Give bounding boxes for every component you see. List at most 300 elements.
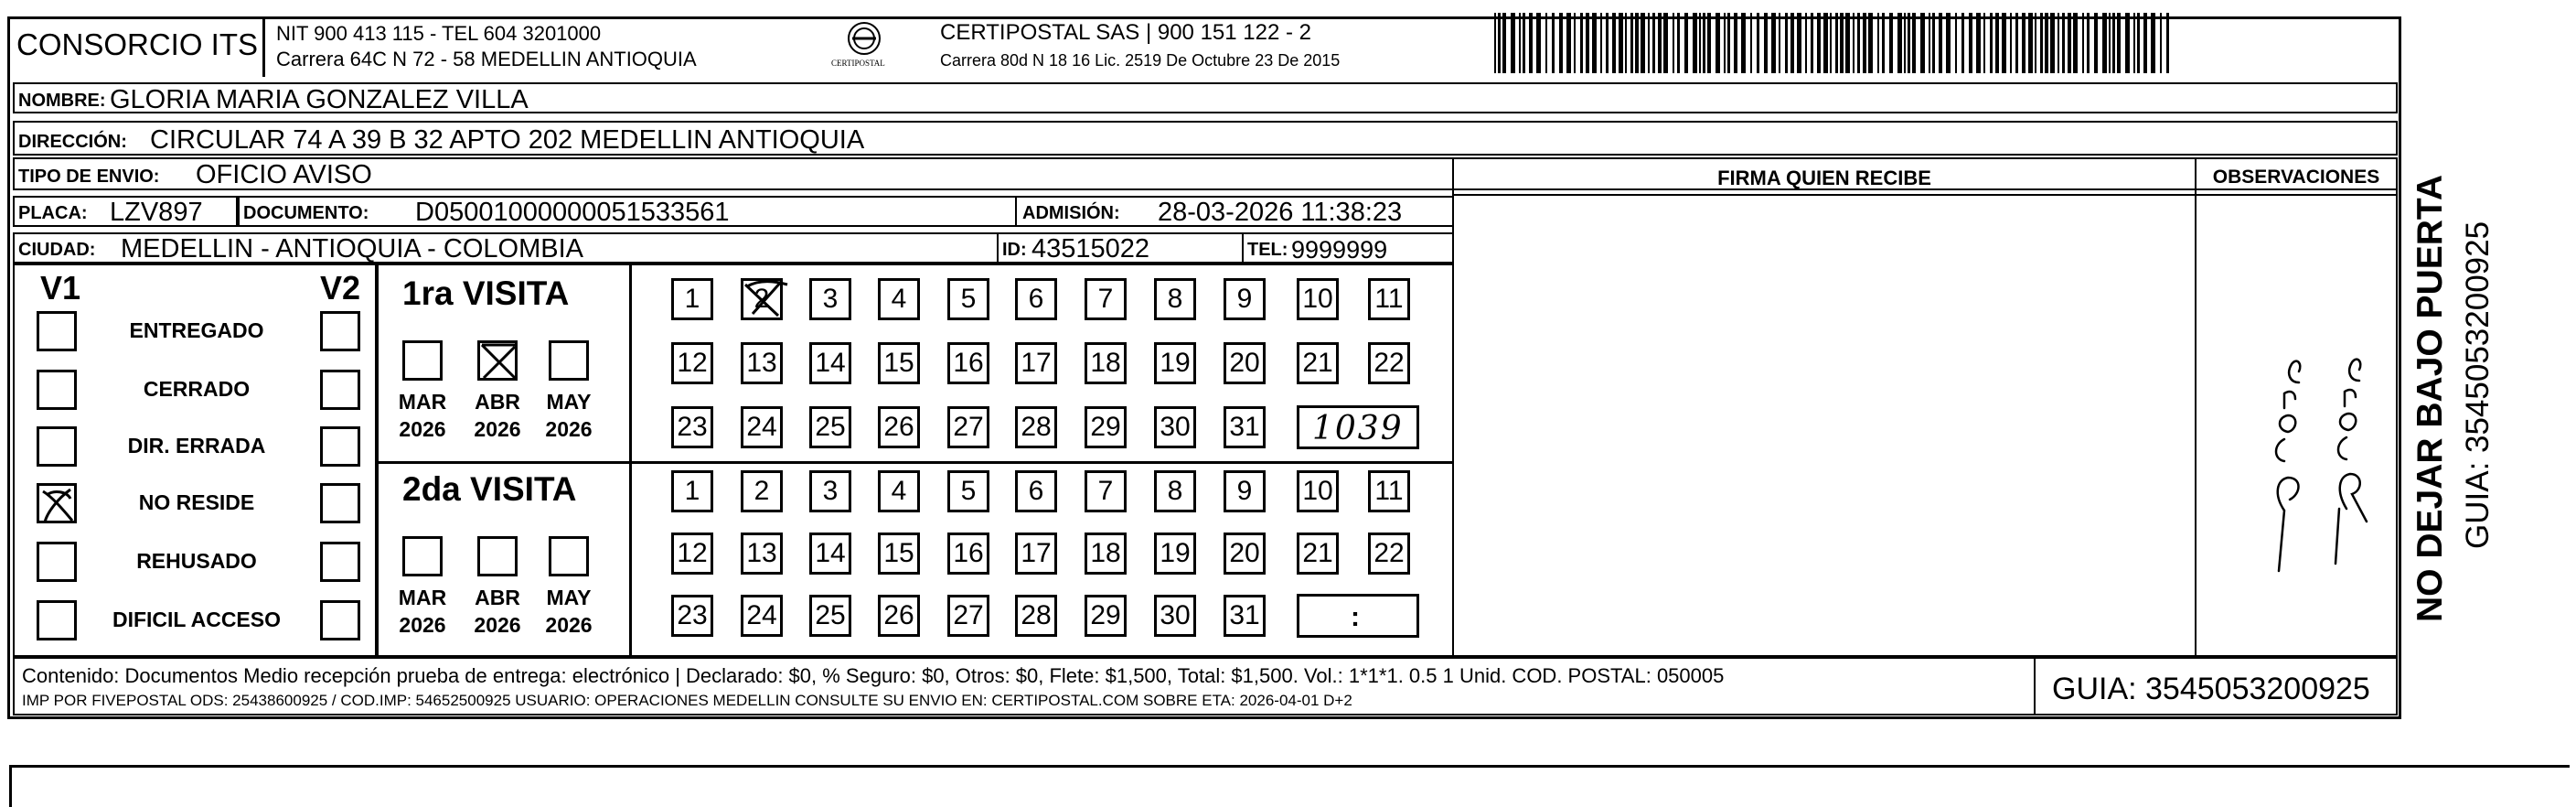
- barcode-bar: [1693, 13, 1697, 73]
- day-number: 9: [1236, 476, 1253, 506]
- first-visit-day-box[interactable]: [878, 278, 920, 320]
- first-visit-day-box[interactable]: [1368, 278, 1410, 320]
- barcode-bar: [1684, 13, 1688, 73]
- first-visit-day-box[interactable]: [878, 406, 920, 448]
- second-visit-day-box[interactable]: [1368, 470, 1410, 512]
- day-number: 31: [1229, 600, 1260, 630]
- second-visit-day-box[interactable]: [1297, 533, 1339, 575]
- check-mark-icon: [742, 275, 796, 321]
- day-number: 13: [746, 538, 777, 568]
- barcode-bar: [1494, 13, 1496, 73]
- first-visit-day-box[interactable]: [809, 278, 851, 320]
- first-visit-day-box[interactable]: [1297, 278, 1339, 320]
- day-number: 9: [1236, 284, 1253, 314]
- barcode-bar: [1932, 13, 1935, 73]
- v2-checkbox[interactable]: [320, 483, 360, 523]
- barcode-bar: [1630, 13, 1633, 73]
- day-number: 27: [953, 412, 984, 442]
- first-visit-day-box[interactable]: [1368, 342, 1410, 384]
- first-visit-day-box[interactable]: [1224, 406, 1266, 448]
- second-visit-day-box[interactable]: [809, 595, 851, 637]
- month-year: 2026: [474, 417, 521, 441]
- first-visit-day-box[interactable]: [878, 342, 920, 384]
- company-nit: NIT 900 413 115 - TEL 604 3201000: [276, 22, 602, 45]
- second-visit-day-box[interactable]: [671, 533, 713, 575]
- second-visit-day-box[interactable]: [741, 533, 783, 575]
- logo-caption: CERTIPOSTAL: [831, 59, 885, 68]
- second-visit-month-checkbox[interactable]: [402, 536, 443, 576]
- visits-divider: [377, 461, 1454, 464]
- second-visit-time-placeholder: :: [1351, 602, 1360, 632]
- day-number: 20: [1229, 538, 1260, 568]
- first-visit-month-checkbox[interactable]: [477, 340, 518, 381]
- barcode-bar: [1703, 13, 1705, 73]
- certipostal-logo: [828, 20, 901, 73]
- barcode-bar: [1920, 13, 1925, 73]
- barcode-bar: [2087, 13, 2090, 73]
- recipient-address: CIRCULAR 74 A 39 B 32 APTO 202 MEDELLIN ANTIOQUIA: [150, 125, 865, 155]
- month-year: 2026: [545, 417, 593, 441]
- day-number: 11: [1374, 284, 1404, 314]
- second-visit-title: 2da VISITA: [402, 470, 577, 508]
- barcode-bar: [2102, 13, 2107, 73]
- footer-imp-line: IMP POR FIVEPOSTAL ODS: 25438600925 / COD.IMP: 54652500925 USUARIO: OPERACIONES MEDELLIN CONSULTE SU ENVIO EN: CERTIPOSTAL.COM SOBRE ETA: 2026-04-01 D+2: [22, 692, 1352, 709]
- day-number: 19: [1160, 538, 1191, 568]
- first-visit-day-box[interactable]: [947, 278, 989, 320]
- barcode-bar: [2062, 13, 2065, 73]
- first-visit-title: 1ra VISITA: [402, 274, 570, 312]
- second-visit-day-box[interactable]: [1154, 533, 1196, 575]
- barcode-bar: [1908, 13, 1910, 73]
- v2-checkbox[interactable]: [320, 370, 360, 410]
- barcode-bar: [1592, 13, 1597, 73]
- month-name: MAR: [398, 586, 447, 609]
- barcode-bar: [1652, 13, 1655, 73]
- second-visit-day-box[interactable]: [1224, 470, 1266, 512]
- day-number: 5: [960, 284, 977, 314]
- second-visit-day-box[interactable]: [1085, 595, 1127, 637]
- day-number: 30: [1160, 412, 1191, 442]
- barcode-bar: [2002, 13, 2006, 73]
- v2-label: V2: [320, 269, 361, 307]
- barcode-bar: [2068, 13, 2071, 73]
- day-number: 26: [883, 412, 914, 442]
- day-number: 14: [815, 348, 846, 378]
- barcode-bar: [2094, 13, 2098, 73]
- barcode-bar: [1600, 13, 1602, 73]
- day-number: 15: [883, 538, 914, 568]
- barcode-bar: [1830, 13, 1832, 73]
- recipient-name: GLORIA MARIA GONZALEZ VILLA: [110, 85, 529, 114]
- barcode-bar: [1529, 13, 1533, 73]
- day-number: 20: [1229, 348, 1260, 378]
- address-label: DIRECCIÓN:: [18, 132, 127, 152]
- first-visit-day-box[interactable]: [947, 406, 989, 448]
- second-visit-day-box[interactable]: [878, 533, 920, 575]
- barcode-bar: [1904, 13, 1906, 73]
- barcode-bar: [2010, 13, 2012, 73]
- v1-checkbox[interactable]: [37, 426, 77, 467]
- v1-checkbox[interactable]: [37, 600, 77, 640]
- day-number: 10: [1302, 284, 1333, 314]
- barcode-bar: [1716, 13, 1720, 73]
- month-year: 2026: [399, 417, 446, 441]
- status-option-label: DIFICIL ACCESO: [112, 608, 281, 631]
- barcode-bar: [2015, 13, 2018, 73]
- v1-checkbox[interactable]: [37, 370, 77, 410]
- barcode-bar: [1857, 13, 1860, 73]
- barcode-bar: [1845, 13, 1850, 73]
- status-option-label: REHUSADO: [136, 549, 257, 573]
- id-cell: [997, 232, 1244, 264]
- no-dejar-bajo-puerta: NO DEJAR BAJO PUERTA: [2410, 174, 2450, 622]
- second-visit-day-box[interactable]: [1154, 470, 1196, 512]
- barcode-bar: [1983, 13, 1985, 73]
- barcode-bar: [1741, 13, 1746, 73]
- barcode-bar: [1606, 13, 1609, 73]
- status-option-label: DIR. ERRADA: [127, 434, 266, 457]
- barcode-bar: [1635, 13, 1639, 73]
- day-number: 14: [815, 538, 846, 568]
- footer-guia-box: [2034, 657, 2398, 716]
- day-number: 11: [1374, 476, 1404, 506]
- barcode-bar: [1863, 13, 1866, 73]
- day-number: 1: [684, 476, 700, 506]
- second-visit-day-box[interactable]: [809, 533, 851, 575]
- barcode-bar: [2143, 13, 2147, 73]
- barcode-bar: [1790, 13, 1794, 73]
- visits-month-divider: [629, 264, 632, 657]
- barcode-bar: [1877, 13, 1879, 73]
- barcode-bar: [1586, 13, 1589, 73]
- first-visit-day-box[interactable]: [741, 342, 783, 384]
- address-row: [13, 121, 2398, 156]
- day-number: 7: [1097, 476, 1114, 506]
- tel-cell: [1242, 232, 1454, 264]
- barcode-bar: [1734, 13, 1737, 73]
- barcode-bar: [1699, 13, 1701, 73]
- barcode-bar: [1641, 13, 1645, 73]
- first-visit-day-box[interactable]: [741, 406, 783, 448]
- side-guia: GUIA: 3545053200925: [2460, 221, 2496, 549]
- plate-cell: [13, 196, 238, 227]
- first-visit-day-box[interactable]: [1085, 406, 1127, 448]
- day-number: 8: [1167, 284, 1183, 314]
- barcode-bar: [2137, 13, 2140, 73]
- day-number: 7: [1097, 284, 1114, 314]
- barcode-bar: [1976, 13, 1981, 73]
- second-visit-day-box[interactable]: [809, 470, 851, 512]
- company-name: CONSORCIO ITS: [16, 27, 259, 61]
- second-visit-day-box[interactable]: [1015, 470, 1057, 512]
- day-number: 26: [883, 600, 914, 630]
- first-visit-day-box[interactable]: [671, 278, 713, 320]
- handwritten-scribble-icon: [2200, 220, 2392, 650]
- barcode-bar: [1574, 13, 1576, 73]
- first-visit-day-box[interactable]: [1015, 278, 1057, 320]
- second-visit-day-box[interactable]: [878, 470, 920, 512]
- day-number: 17: [1021, 538, 1052, 568]
- barcode-bar: [1566, 13, 1571, 73]
- first-visit-day-box[interactable]: [1224, 278, 1266, 320]
- barcode-bar: [1797, 13, 1801, 73]
- tel-label: TEL:: [1247, 240, 1288, 260]
- day-number: 12: [677, 538, 708, 568]
- second-visit-day-box[interactable]: [1085, 470, 1127, 512]
- barcode-bar: [2160, 13, 2162, 73]
- barcode-bar: [1536, 13, 1541, 73]
- day-number: 16: [953, 348, 984, 378]
- barcode-bar: [2112, 13, 2115, 73]
- day-number: 24: [746, 600, 777, 630]
- barcode-bar: [1663, 13, 1668, 73]
- day-number: 22: [1374, 348, 1405, 378]
- barcode-bar: [2109, 13, 2111, 73]
- first-visit-day-box[interactable]: [1154, 406, 1196, 448]
- barcode-bar: [1995, 13, 1999, 73]
- second-visit-day-box[interactable]: [1368, 533, 1410, 575]
- barcode-bar: [1897, 13, 1902, 73]
- barcode-bar: [2045, 13, 2048, 73]
- admission-label: ADMISIÓN:: [1022, 203, 1120, 223]
- first-visit-month-checkbox[interactable]: [549, 340, 589, 381]
- barcode-bar: [1771, 13, 1776, 73]
- barcode-bar: [2040, 13, 2043, 73]
- day-number: 31: [1229, 412, 1260, 442]
- day-number: 28: [1021, 600, 1052, 630]
- barcode-icon: [1492, 13, 2178, 73]
- barcode-bar: [1559, 13, 1563, 73]
- barcode-bar: [1625, 13, 1627, 73]
- first-visit-day-box[interactable]: [1085, 278, 1127, 320]
- day-number: 3: [822, 284, 839, 314]
- barcode-bar: [1823, 13, 1828, 73]
- barcode-bar: [1580, 13, 1583, 73]
- day-number: 8: [1167, 476, 1183, 506]
- barcode-bar: [1502, 13, 1506, 73]
- day-number: 2: [754, 476, 770, 506]
- month-name: MAY: [546, 586, 592, 609]
- month-name: MAY: [546, 390, 592, 414]
- second-visit-month-checkbox[interactable]: [477, 536, 518, 576]
- signature-column: [1452, 157, 2197, 657]
- barcode-bar: [2028, 13, 2033, 73]
- barcode-bar: [1658, 13, 1662, 73]
- observations-header: OBSERVACIONES: [2212, 167, 2380, 188]
- barcode-bar: [1929, 13, 1930, 73]
- status-option-label: ENTREGADO: [129, 318, 264, 342]
- day-number: 19: [1160, 348, 1191, 378]
- barcode-bar: [2073, 13, 2078, 73]
- barcode-bar: [1817, 13, 1821, 73]
- name-label: NOMBRE:: [18, 91, 106, 111]
- day-number: 4: [891, 284, 907, 314]
- document-cell: [238, 196, 1017, 227]
- check-mark-icon: [480, 343, 517, 380]
- day-number: 13: [746, 348, 777, 378]
- barcode-bar: [1835, 13, 1838, 73]
- barcode-bar: [1785, 13, 1788, 73]
- barcode-bar: [1612, 13, 1616, 73]
- barcode-bar: [1811, 13, 1813, 73]
- first-visit-month-checkbox[interactable]: [402, 340, 443, 381]
- second-visit-day-box[interactable]: [1154, 595, 1196, 637]
- barcode-bar: [1961, 13, 1964, 73]
- footer-guia: GUIA: 3545053200925: [2052, 672, 2370, 706]
- barcode-bar: [2151, 13, 2155, 73]
- second-visit-day-box[interactable]: [671, 595, 713, 637]
- first-visit-day-box[interactable]: [1297, 342, 1339, 384]
- second-visit-day-box[interactable]: [947, 533, 989, 575]
- v1-checkbox[interactable]: [37, 542, 77, 582]
- day-number: 21: [1302, 348, 1333, 378]
- shipment-type: OFICIO AVISO: [196, 160, 372, 189]
- barcode-bar: [2058, 13, 2059, 73]
- barcode-bar: [2133, 13, 2135, 73]
- day-number: 2: [754, 284, 770, 314]
- day-number: 23: [677, 412, 708, 442]
- barcode-bar: [1727, 13, 1730, 73]
- second-visit-day-box[interactable]: [1015, 533, 1057, 575]
- barcode-bar: [2117, 13, 2121, 73]
- first-visit-day-box[interactable]: [671, 342, 713, 384]
- tel-value: 9999999: [1291, 236, 1388, 264]
- day-number: 6: [1028, 476, 1044, 506]
- barcode-bar: [1619, 13, 1623, 73]
- barcode: [1492, 13, 2178, 73]
- barcode-bar: [1757, 13, 1759, 73]
- second-visit-time-box[interactable]: [1297, 594, 1419, 638]
- status-option-label: CERRADO: [143, 377, 251, 401]
- plate-value: LZV897: [110, 198, 203, 227]
- day-number: 18: [1090, 348, 1121, 378]
- first-visit-day-box[interactable]: [809, 406, 851, 448]
- barcode-bar: [2050, 13, 2055, 73]
- month-year: 2026: [545, 613, 593, 637]
- footer-content: [13, 657, 2034, 716]
- month-year: 2026: [399, 613, 446, 637]
- day-number: 27: [953, 600, 984, 630]
- v2-checkbox[interactable]: [320, 600, 360, 640]
- day-number: 1: [684, 284, 700, 314]
- day-number: 5: [960, 476, 977, 506]
- day-number: 30: [1160, 600, 1191, 630]
- city-label: CIUDAD:: [18, 240, 96, 260]
- first-visit-day-box[interactable]: [671, 406, 713, 448]
- second-visit-month-checkbox[interactable]: [549, 536, 589, 576]
- barcode-bar: [1840, 13, 1844, 73]
- certipostal-line: CERTIPOSTAL SAS | 900 151 122 - 2: [940, 20, 1311, 45]
- day-number: 18: [1090, 538, 1121, 568]
- day-number: 3: [822, 476, 839, 506]
- first-visit-day-box[interactable]: [1085, 342, 1127, 384]
- document-label: DOCUMENTO:: [243, 203, 369, 223]
- day-number: 29: [1090, 412, 1121, 442]
- v2-checkbox[interactable]: [320, 542, 360, 582]
- first-visit-time-box[interactable]: [1297, 405, 1419, 449]
- document-value: D05001000000051533561: [415, 198, 730, 227]
- day-number: 15: [883, 348, 914, 378]
- day-number: 10: [1302, 476, 1333, 506]
- second-visit-day-box[interactable]: [947, 595, 989, 637]
- day-number: 16: [953, 538, 984, 568]
- barcode-bar: [1946, 13, 1951, 73]
- second-visit-day-box[interactable]: [947, 470, 989, 512]
- barcode-bar: [1882, 13, 1885, 73]
- barcode-bar: [1519, 13, 1521, 73]
- v2-checkbox[interactable]: [320, 311, 360, 351]
- barcode-bar: [1545, 13, 1547, 73]
- first-visit-day-box[interactable]: [1015, 406, 1057, 448]
- city-value: MEDELLIN - ANTIOQUIA - COLOMBIA: [121, 234, 583, 264]
- month-name: ABR: [475, 390, 520, 414]
- second-visit-day-box[interactable]: [1224, 595, 1266, 637]
- status-option-label: NO RESIDE: [138, 490, 255, 514]
- second-visit-day-box[interactable]: [1297, 470, 1339, 512]
- barcode-bar: [1853, 13, 1855, 73]
- first-visit-day-box[interactable]: [1154, 278, 1196, 320]
- barcode-bar: [1648, 13, 1650, 73]
- company-address: Carrera 64C N 72 - 58 MEDELLIN ANTIOQUIA: [276, 48, 697, 70]
- day-number: 23: [677, 600, 708, 630]
- day-number: 4: [891, 476, 907, 506]
- barcode-bar: [1498, 13, 1501, 73]
- first-visit-day-box[interactable]: [1015, 342, 1057, 384]
- barcode-bar: [1523, 13, 1525, 73]
- month-name: ABR: [475, 586, 520, 609]
- second-visit-day-box[interactable]: [1015, 595, 1057, 637]
- id-value: 43515022: [1031, 234, 1150, 264]
- second-visit-day-box[interactable]: [1085, 533, 1127, 575]
- second-visit-day-box[interactable]: [741, 595, 783, 637]
- day-number: 28: [1021, 412, 1052, 442]
- first-visit-time: 1039: [1312, 410, 1404, 447]
- v1-checkbox[interactable]: [37, 483, 77, 523]
- barcode-bar: [1779, 13, 1780, 73]
- barcode-bar: [1724, 13, 1726, 73]
- barcode-bar: [1673, 13, 1674, 73]
- first-visit-day-box[interactable]: [1224, 342, 1266, 384]
- day-number: 17: [1021, 348, 1052, 378]
- first-visit-day-box[interactable]: [947, 342, 989, 384]
- barcode-bar: [1511, 13, 1515, 73]
- second-visit-day-box[interactable]: [671, 470, 713, 512]
- second-visit-day-box[interactable]: [1224, 533, 1266, 575]
- barcode-bar: [1955, 13, 1957, 73]
- first-visit-day-box[interactable]: [1154, 342, 1196, 384]
- first-visit-day-box[interactable]: [741, 278, 783, 320]
- signature-header: FIRMA QUIEN RECIBE: [1717, 167, 1931, 189]
- barcode-bar: [1677, 13, 1680, 73]
- day-number: 25: [815, 412, 846, 442]
- v2-checkbox[interactable]: [320, 426, 360, 467]
- barcode-bar: [2035, 13, 2036, 73]
- first-visit-day-box[interactable]: [809, 342, 851, 384]
- barcode-bar: [1912, 13, 1916, 73]
- second-visit-day-box[interactable]: [878, 595, 920, 637]
- second-visit-day-box[interactable]: [741, 470, 783, 512]
- month-name: MAR: [398, 390, 447, 414]
- check-mark-icon: [39, 486, 76, 522]
- barcode-bar: [1990, 13, 1993, 73]
- day-number: 24: [746, 412, 777, 442]
- day-number: 21: [1302, 538, 1333, 568]
- name-row: [13, 82, 2398, 113]
- barcode-bar: [1868, 13, 1873, 73]
- v1-checkbox[interactable]: [37, 311, 77, 351]
- barcode-bar: [1805, 13, 1807, 73]
- barcode-bar: [2022, 13, 2026, 73]
